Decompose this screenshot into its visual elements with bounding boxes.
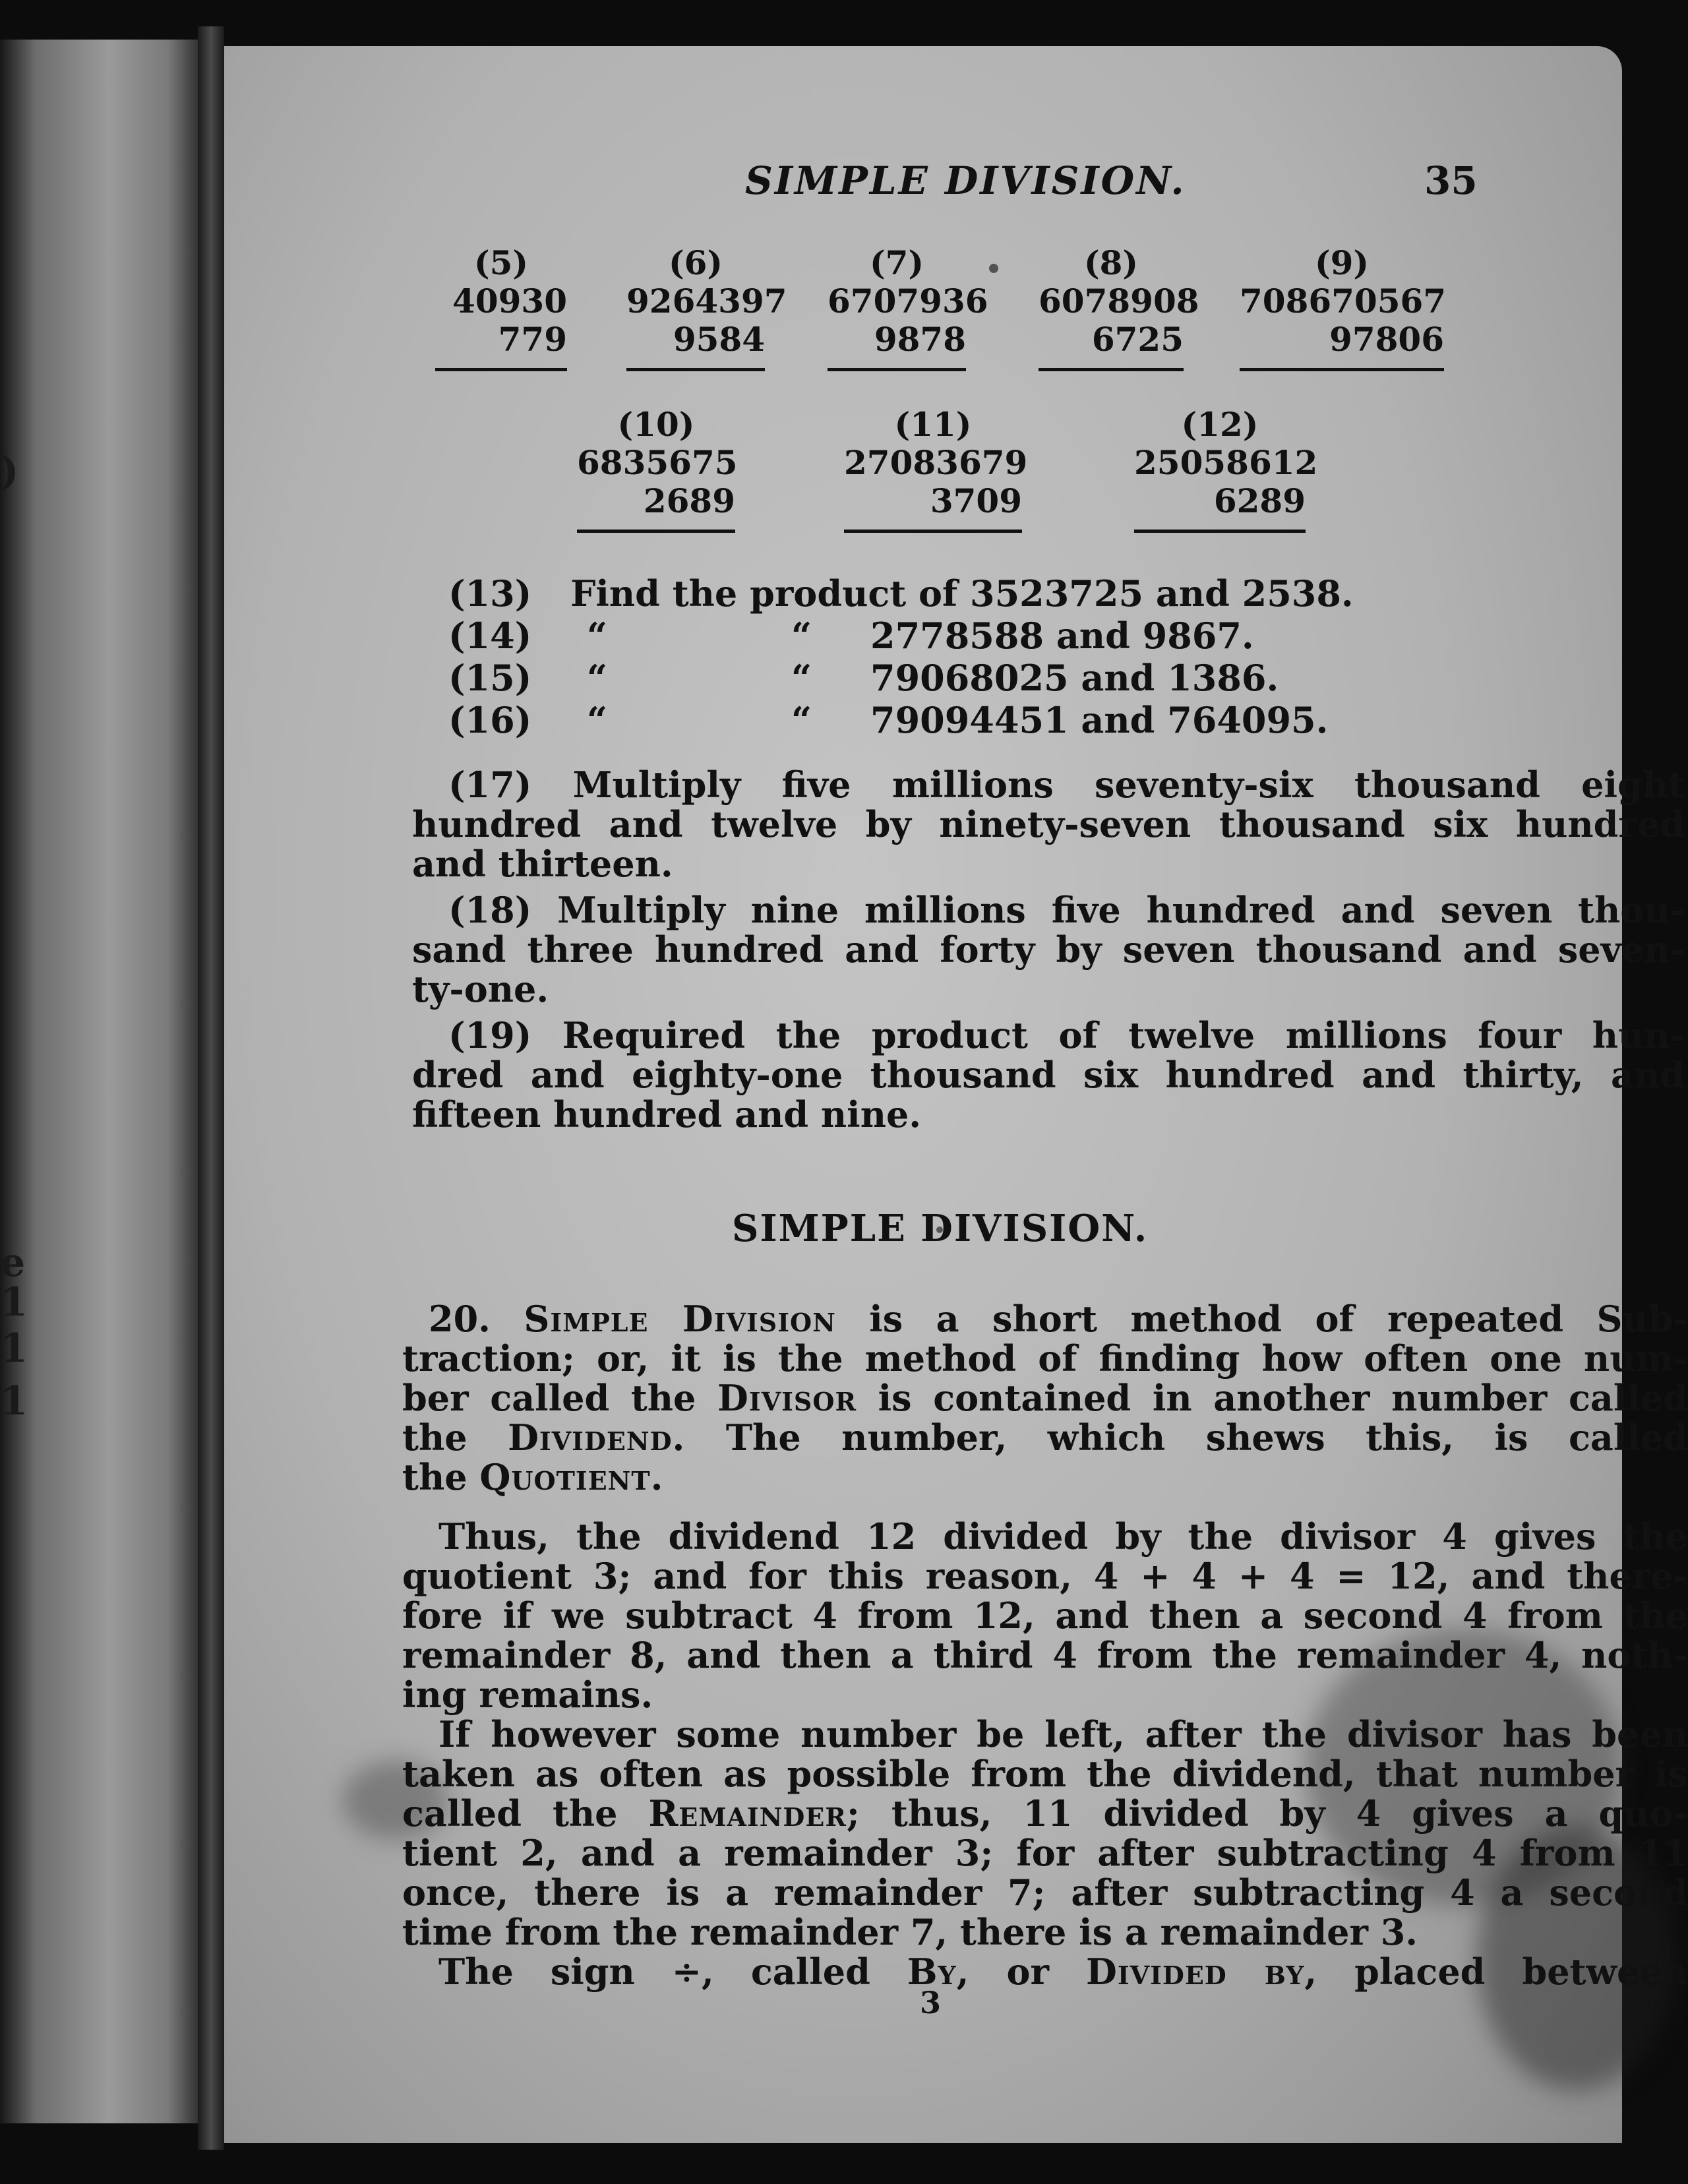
text-line: once, there is a remainder 7; after subtracting 4 a second	[402, 1871, 1688, 1914]
page-number: 35	[1424, 158, 1478, 203]
dividend: 708670567	[1240, 282, 1447, 320]
text-line	[402, 1299, 1688, 1339]
division-problem	[626, 243, 787, 371]
text-line	[402, 1457, 1688, 1497]
text-line: remainder 8, and then a third 4 from the remainder 4, noth-	[402, 1634, 1688, 1676]
problem-number: (7)	[869, 243, 924, 282]
text-line: time from the remainder 7, there is a remainder 3.	[402, 1911, 1418, 1953]
division-rule	[844, 530, 1022, 533]
term-quotient: Quotient.	[479, 1456, 664, 1498]
ditto-mark: “	[791, 699, 812, 741]
text-line: quotient 3; and for this reason, 4 + 4 + 4 = 12, and there-	[402, 1555, 1688, 1597]
ditto-mark: “	[791, 615, 812, 657]
dividend: 40930	[452, 282, 567, 320]
division-problem	[828, 243, 988, 371]
exercise-13	[448, 574, 1354, 613]
text-line: and thirteen.	[412, 843, 673, 885]
text-run: The sign ÷, called	[438, 1951, 870, 1993]
dividend: 6707936	[828, 282, 988, 320]
exercise-16	[448, 700, 1503, 740]
text-line: taken as often as possible from the dividend, that number is	[402, 1753, 1688, 1795]
paragraph-20	[402, 1299, 1688, 1497]
division-problem	[435, 244, 567, 371]
paragraph-number: 20.	[429, 1298, 491, 1340]
ditto-mark: “	[791, 657, 812, 699]
term-divided-by: Divided by,	[1086, 1951, 1318, 1993]
text-run: or	[1006, 1951, 1049, 1993]
paragraph-sign	[402, 1952, 1688, 1991]
problem-number: (6)	[668, 243, 723, 282]
text-run: the	[402, 1456, 467, 1498]
term-divisor: Divisor	[717, 1377, 857, 1419]
text-line: ing remains.	[402, 1674, 653, 1716]
text-line: fore if we subtract 4 from 12, and then a second 4 from the	[402, 1594, 1688, 1637]
division-rule	[828, 368, 966, 371]
problem-number: (8)	[1083, 243, 1139, 282]
divisor: 97806	[1329, 320, 1444, 359]
term-remainder: Remainder;	[648, 1792, 860, 1835]
divisor: 6289	[1213, 481, 1306, 520]
text-line: fifteen hundred and nine.	[412, 1093, 922, 1136]
text-run: is contained in another number called	[878, 1377, 1688, 1419]
text-line: Thus, the dividend 12 divided by the divisor 4 gives the	[438, 1515, 1688, 1558]
exercise-text: Find the product of 3523725 and 2538.	[570, 572, 1354, 615]
divisor: 2689	[643, 481, 735, 520]
problem-number: (5)	[473, 243, 529, 282]
division-rule	[1240, 368, 1444, 371]
term-simple-division: Simple Division	[524, 1298, 836, 1340]
text-run: The number, which shews this, is called	[725, 1416, 1688, 1459]
section-heading: SIMPLE DIVISION.	[732, 1207, 1149, 1250]
division-problem	[844, 405, 1028, 533]
previous-page-strip	[0, 40, 198, 2123]
problem-number: (10)	[617, 405, 695, 444]
divisor: 6725	[1091, 320, 1184, 359]
problem-number: (9)	[1314, 243, 1370, 282]
text-line: sand three hundred and forty by seven thousand and seven-	[412, 928, 1685, 971]
paragraph-thus	[402, 1517, 1688, 1714]
text-run: thus, 11 divided by 4 gives a quo-	[891, 1792, 1688, 1835]
margin-fragment: 1	[0, 1325, 28, 1372]
exercise-17	[412, 765, 1685, 884]
exercise-list	[448, 574, 1503, 772]
division-rule	[577, 530, 735, 533]
exercise-number: (14)	[448, 615, 532, 657]
running-head-title: SIMPLE DIVISION.	[745, 158, 1186, 203]
dividend: 25058612	[1134, 443, 1318, 482]
exercise-number: (16)	[448, 699, 532, 741]
dividend: 6078908	[1039, 282, 1199, 320]
margin-fragment: 1	[0, 1378, 28, 1424]
text-line: (19) Required the product of twelve millions four hun-	[448, 1014, 1685, 1056]
text-line: tient 2, and a remainder 3; for after subtracting 4 from 11	[402, 1832, 1688, 1874]
margin-fragment: )	[0, 448, 19, 495]
division-problem	[577, 405, 738, 533]
divisor: 9878	[874, 320, 966, 359]
exercise-text: 2778588 and 9867.	[870, 615, 1254, 657]
divisor: 9584	[673, 320, 765, 359]
exercise-15	[448, 658, 1503, 698]
text-line	[402, 1794, 1688, 1833]
division-problem	[1240, 243, 1447, 371]
text-run: ber called the	[402, 1377, 696, 1419]
running-head	[224, 158, 1622, 218]
division-rule	[626, 368, 765, 371]
division-rule	[1039, 368, 1184, 371]
ditto-mark: “	[587, 699, 608, 741]
text-line: hundred and twelve by ninety-seven thousand six hundred	[412, 803, 1685, 845]
divisor: 3709	[930, 481, 1022, 520]
division-problem	[1134, 405, 1318, 533]
dividend: 27083679	[844, 443, 1028, 482]
text-run: is a short method of repeated Sub-	[869, 1298, 1688, 1340]
margin-fragment: e	[0, 1240, 26, 1286]
paragraph-remainder	[402, 1714, 1688, 1952]
term-dividend: Dividend.	[508, 1416, 686, 1459]
book-gutter	[198, 26, 224, 2150]
signature-mark: 3	[920, 1985, 942, 2020]
exercise-text: 79094451 and 764095.	[870, 699, 1329, 741]
exercise-14	[448, 616, 1503, 655]
text-run: the	[402, 1416, 467, 1459]
text-line	[402, 1418, 1688, 1457]
problem-number: (11)	[894, 405, 972, 444]
text-run: called the	[402, 1792, 618, 1835]
text-line	[402, 1952, 1688, 1991]
text-line	[402, 1378, 1688, 1418]
exercise-text: 79068025 and 1386.	[870, 657, 1279, 699]
divisor: 779	[498, 320, 567, 359]
ditto-mark: “	[587, 657, 608, 699]
term-by: By,	[907, 1951, 970, 1993]
exercise-number: (13)	[448, 572, 532, 615]
division-rule	[1134, 530, 1306, 533]
text-line: (18) Multiply nine millions five hundred and seven thou-	[448, 889, 1685, 931]
text-line: (17) Multiply five millions seventy-six thousand eight	[448, 764, 1685, 806]
dividend: 6835675	[577, 443, 738, 482]
text-run: placed between	[1354, 1951, 1688, 1993]
text-line: If however some number be left, after the divisor has been	[438, 1713, 1688, 1755]
division-problem	[1039, 243, 1199, 371]
text-line: traction; or, it is the method of finding how often one num-	[402, 1337, 1688, 1380]
book-page	[224, 46, 1688, 2143]
division-rule	[435, 368, 567, 371]
ditto-mark: “	[587, 615, 608, 657]
text-line: dred and eighty-one thousand six hundred and thirty, and	[412, 1054, 1685, 1096]
problem-number: (12)	[1181, 405, 1259, 444]
exercise-number: (15)	[448, 657, 532, 699]
margin-fragment: 1	[0, 1279, 28, 1325]
exercise-18	[412, 890, 1685, 1009]
exercise-19	[412, 1016, 1685, 1134]
dividend: 9264397	[626, 282, 787, 320]
text-line: ty-one.	[412, 968, 549, 1010]
